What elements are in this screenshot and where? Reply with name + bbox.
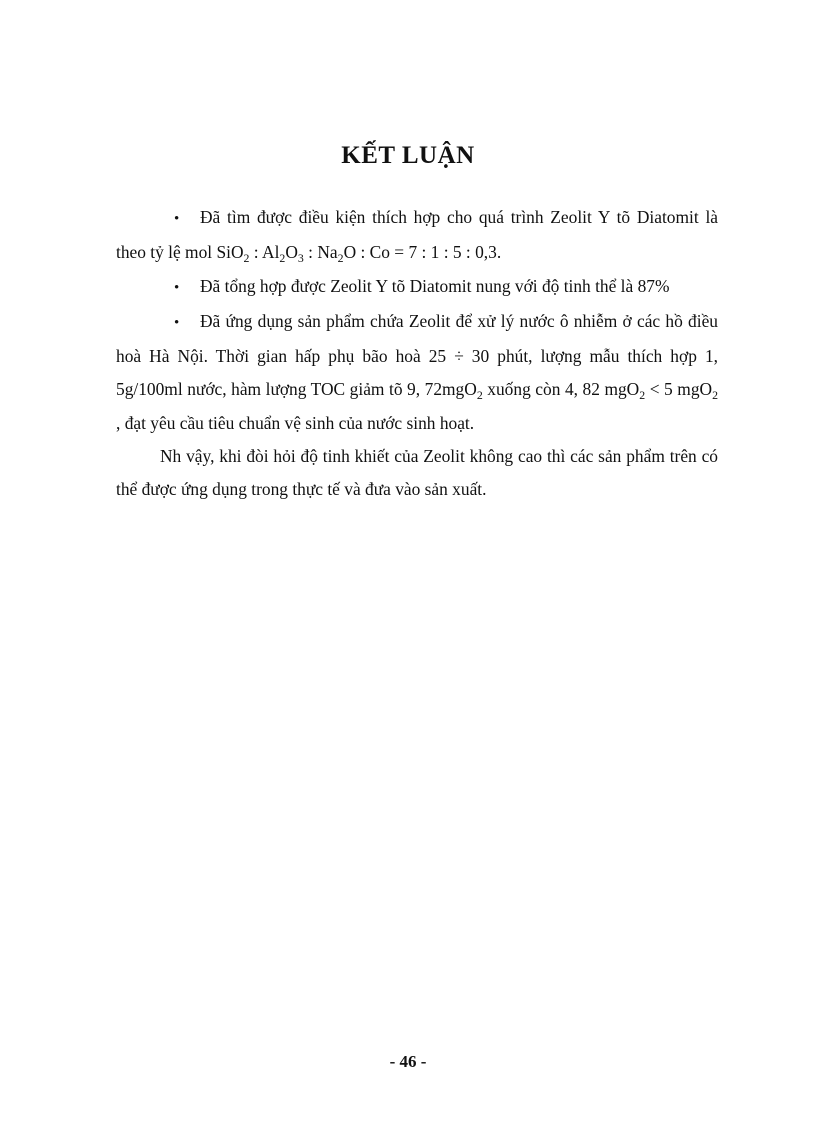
page-number: - 46 - [389,1052,427,1071]
item-text: , đạt yêu cầu tiêu chuẩn vệ sinh của nước sinh hoạt. [116,412,475,433]
bullet-icon: • [174,279,180,296]
bullet-item-1 [116,201,718,270]
item-text: Đã tìm được điều kiện thích hợp cho quá trình Zeolit Y tõ Diatomit là theo tỷ lệ mol SiO [116,207,718,263]
subscript: 2 [712,388,718,403]
subscript: 2 [476,388,483,403]
conclusion-paragraph: Nh vậy, khi đòi hỏi độ tinh khiết của Zeolit không cao thì các sản phẩm trên có thể được ứng dụng trong thực tế và đưa vào sản xuất. [116,446,718,500]
bullet-icon: • [174,211,180,227]
subscript: 2 [337,251,344,266]
item-text: xuống còn 4, 82 mgO [482,379,640,400]
item-text: : Na [303,242,338,263]
item-text: : Al [249,242,280,263]
conclusion-body [116,201,718,507]
item-text: Đã ứng dụng sản phẩm chứa Zeolit để xử lý nước ô nhiễm ở các hồ điều hoà Hà Nội. Thời gian hấp phụ bão hoà 25 ÷ 30 phút, lượng mẫu thích hợp 1, 5g/100ml nước, hàm lượng TOC giảm tõ 9, 72mgO [116,310,718,400]
subscript: 3 [297,251,304,266]
bullet-item-3 [116,305,718,440]
item-text: < 5 mgO [645,379,713,400]
subscript: 2 [279,251,286,266]
bullet-item-2 [116,270,718,305]
subscript: 2 [243,251,250,266]
item-text: Đã tổng hợp được Zeolit Y tõ Diatomit nung với độ tinh thể là 87% [200,275,670,296]
bullet-icon: • [174,314,180,331]
subscript: 2 [639,388,646,403]
page-title: KẾT LUẬN [341,142,475,169]
item-text: O : Co = 7 : 1 : 5 : 0,3. [343,242,502,263]
item-text: O [285,242,298,263]
